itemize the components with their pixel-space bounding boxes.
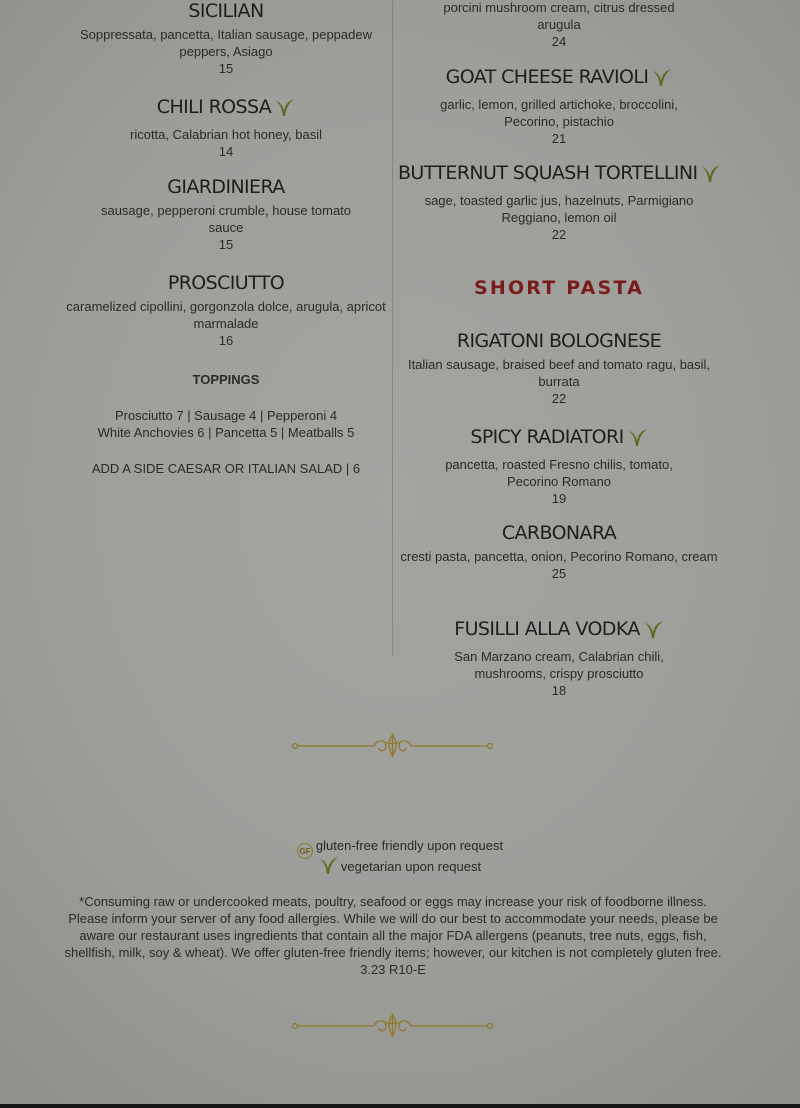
- toppings-heading: TOPPINGS: [192, 372, 260, 387]
- toppings-line-2: White Anchovies 6 | Pancetta 5 | Meatballs 5: [97, 425, 355, 440]
- item-price: 24: [551, 34, 567, 49]
- item-price: 15: [218, 237, 234, 252]
- item-name: BUTTERNUT SQUASH TORTELLINI: [398, 162, 720, 188]
- item-price: 19: [551, 491, 567, 506]
- item-name: PROSCIUTTO: [167, 272, 285, 294]
- menu-item-fragment: [398, 0, 720, 50]
- item-name: SICILIAN: [188, 0, 264, 22]
- menu-item-fusilli-alla-vodka: [398, 618, 720, 699]
- menu-item-spicy-radiatori: [398, 426, 720, 507]
- bottom-edge-bar: [0, 1104, 800, 1108]
- item-name: GOAT CHEESE RAVIOLI: [398, 66, 720, 92]
- item-description: Italian sausage, braised beef and tomato ragu, basil, burrata: [407, 357, 711, 389]
- menu-item-butternut-squash-tortellini: [398, 162, 720, 243]
- item-price: 25: [551, 566, 567, 581]
- vegetarian-leaf-icon: [319, 855, 339, 880]
- item-description: sausage, pepperoni crumble, house tomato sauce: [100, 203, 352, 235]
- menu-item-carbonara: [398, 522, 720, 582]
- vegetarian-leaf-icon: [275, 97, 295, 122]
- vegetarian-leaf-icon: [644, 619, 664, 644]
- menu-item-sicilian: [62, 0, 390, 77]
- column-divider: [392, 0, 393, 656]
- item-name: RIGATONI BOLOGNESE: [456, 330, 662, 352]
- vegetarian-leaf-icon: [701, 163, 721, 188]
- ornament-divider-icon: [290, 732, 495, 758]
- item-description: Soppressata, pancetta, Italian sausage, peppadew peppers, Asiago: [80, 27, 372, 59]
- toppings-line-1: Prosciutto 7 | Sausage 4 | Pepperoni 4: [114, 408, 338, 423]
- menu-item-goat-cheese-ravioli: [398, 66, 720, 147]
- item-price: 22: [551, 227, 567, 242]
- item-price: 15: [218, 61, 234, 76]
- item-description: San Marzano cream, Calabrian chili, mushrooms, crispy prosciutto: [454, 649, 664, 681]
- legend-vegetarian: [0, 855, 800, 880]
- item-description: pancetta, roasted Fresno chilis, tomato, Pecorino Romano: [445, 457, 673, 489]
- section-heading-short-pasta: SHORT PASTA: [473, 277, 645, 299]
- legend-gluten-free-text: gluten-free friendly upon request: [315, 838, 504, 853]
- add-side-note: ADD A SIDE CAESAR OR ITALIAN SALAD | 6: [91, 461, 361, 476]
- item-price: 16: [218, 333, 234, 348]
- menu-item-giardiniera: [62, 176, 390, 253]
- ornament-divider-icon: [290, 1012, 495, 1038]
- item-price: 18: [551, 683, 567, 698]
- item-description: porcini mushroom cream, citrus dressed arugula: [443, 0, 675, 32]
- item-name: FUSILLI ALLA VODKA: [398, 618, 720, 644]
- item-description: cresti pasta, pancetta, onion, Pecorino Romano, cream: [400, 549, 718, 564]
- item-price: 21: [551, 131, 567, 146]
- item-description: caramelized cipollini, gorgonzola dolce, arugula, apricot marmalade: [66, 299, 386, 331]
- item-name: GIARDINIERA: [167, 176, 285, 198]
- allergen-disclaimer: *Consuming raw or undercooked meats, poultry, seafood or eggs may increase your risk of foodborne illness. Please inform your server of any food allergies. While we will do our best to accommodate your needs, please be aware our restaurant uses ingredients that contain all the major FDA allergens (peanuts, tree nuts, eggs, fish, shellfish, milk, soy & wheat). We offer gluten-free friendly items; however, our kitchen is not completely gluten free. 3.23 R10-E: [64, 894, 722, 977]
- vegetarian-leaf-icon: [628, 427, 648, 452]
- item-description: garlic, lemon, grilled artichoke, broccolini, Pecorino, pistachio: [440, 97, 678, 129]
- menu-item-rigatoni-bolognese: [398, 330, 720, 407]
- item-name: CHILI ROSSA: [62, 96, 390, 122]
- menu-item-prosciutto: [62, 272, 390, 349]
- legend-vegetarian-text: vegetarian upon request: [340, 859, 482, 874]
- item-description: sage, toasted garlic jus, hazelnuts, Parmigiano Reggiano, lemon oil: [424, 193, 694, 225]
- item-price: 22: [551, 391, 567, 406]
- gf-circle-icon: GF: [297, 843, 313, 859]
- item-name: SPICY RADIATORI: [398, 426, 720, 452]
- vegetarian-leaf-icon: [652, 67, 672, 92]
- item-price: 14: [218, 144, 234, 159]
- item-name: CARBONARA: [501, 522, 617, 544]
- item-description: ricotta, Calabrian hot honey, basil: [130, 127, 322, 142]
- menu-item-chili-rossa: [62, 96, 390, 160]
